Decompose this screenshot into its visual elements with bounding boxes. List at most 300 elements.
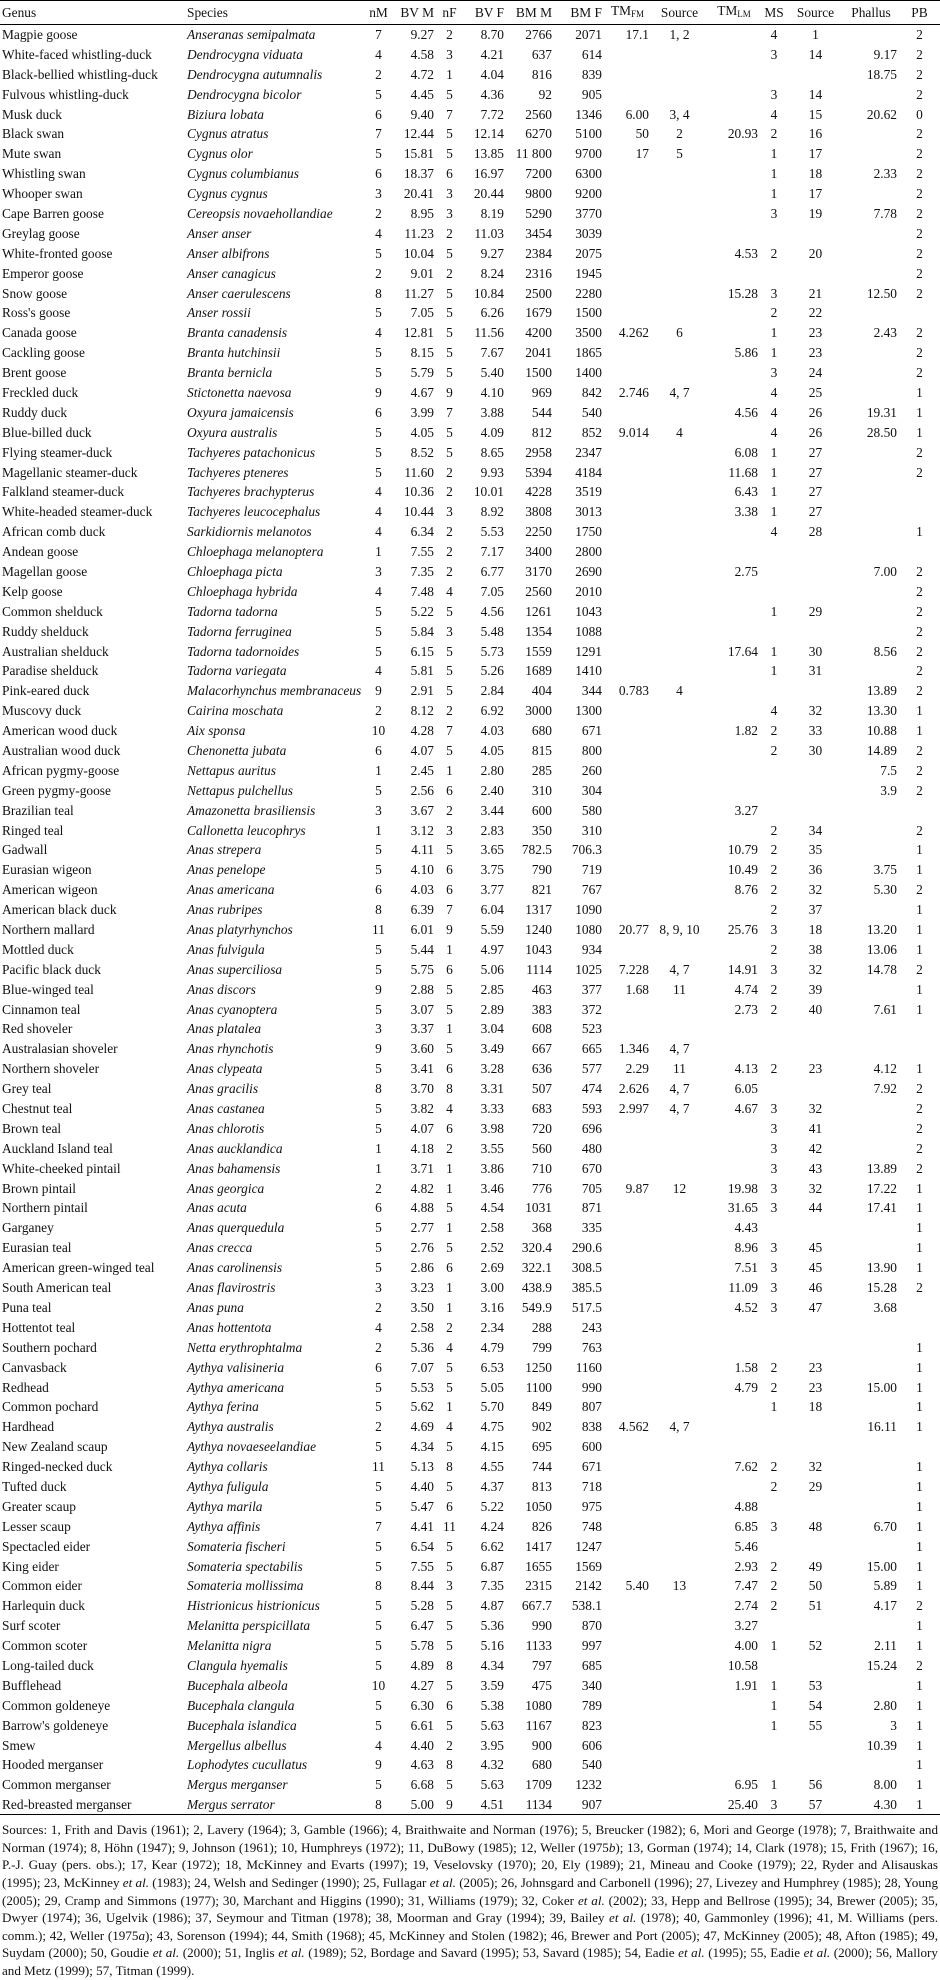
table-row [0,1337,940,1357]
sources-italic-text: et al. [577,1892,605,1908]
cell-species: Oxyura jamaicensis [187,404,294,420]
cell-phallus: 7.92 [873,1081,897,1097]
cell-phallus [843,1218,899,1238]
cell-bvm: 6.01 [410,922,434,938]
cell-genus: African comb duck [2,524,106,540]
cell-ms [760,263,788,283]
cell-src2: 27 [808,464,823,480]
cell-tmlm [708,1417,760,1437]
cell-ms: 2 [770,1478,778,1494]
cell-src1 [651,1258,708,1278]
cell-bmm: 320.4 [521,1240,552,1256]
cell-nm: 5 [375,842,382,858]
cell-nf: 3 [446,46,453,62]
cell-tmlm: 10.49 [727,862,758,878]
cell-phallus [843,800,899,820]
cell-src2: 57 [788,1795,843,1815]
cell-src1 [651,760,708,780]
cell-species: Anas flavirostris [187,1280,276,1296]
cell-species: Oxyura australis [187,424,278,440]
cell-src2: 36 [808,862,823,878]
header-bvm: BV M [394,1,436,25]
cell-tmlm [708,164,760,184]
cell-ms: 4 [770,524,778,540]
cell-src2: 55 [808,1717,823,1733]
cell-tmfm [604,1675,651,1695]
cell-nf: 5 [446,345,453,361]
cell-species: Anas superciliosa [187,961,283,977]
cell-src1: 2 [676,126,683,142]
cell-bvf: 6.87 [480,1558,504,1574]
cell-src2 [788,1337,843,1357]
cell-genus: American wood duck [2,723,118,739]
cell-ms: 2 [770,743,778,758]
cell-nm: 6 [375,1359,382,1375]
table-row [0,900,940,920]
cell-ms: 4 [770,404,778,420]
cell-tmfm [604,1337,651,1357]
cell-bvm: 3.82 [410,1101,434,1117]
cell-bmf: 260 [581,762,602,778]
cell-species: Cygnus columbianus [187,166,299,182]
cell-tmlm: 11.68 [728,464,758,480]
cell-bvm: 3.41 [410,1061,434,1077]
cell-src2: 40 [808,1001,823,1017]
cell-pb: 1 [916,1578,923,1594]
cell-tmlm [708,780,760,800]
cell-tmfm [604,1516,651,1536]
cell-phallus [843,1755,899,1775]
cell-pb [899,482,940,502]
cell-tmfm [604,442,651,462]
cell-nf: 1 [446,1021,453,1037]
cell-bvf: 3.49 [480,1041,504,1057]
cell-genus: Cackling goose [2,345,85,361]
header-ms: MS [760,1,788,25]
table-row [0,959,940,979]
cell-nm: 5 [375,1399,382,1415]
cell-bvm: 6.15 [410,643,434,659]
cell-nm: 6 [375,106,382,122]
cell-bvf: 3.46 [480,1180,504,1196]
cell-nf: 3 [446,623,453,639]
cell-bmf: 2347 [575,444,602,460]
cell-species: Anser rossii [187,305,251,321]
cell-species: Branta canadensis [187,325,288,341]
cell-pb: 2 [916,464,923,480]
cell-bmf: 800 [581,743,602,758]
cell-bmf: 344 [581,683,602,699]
cell-ms [760,1218,788,1238]
cell-bmf: 1400 [575,365,602,381]
cell-phallus: 15.00 [866,1558,897,1574]
cell-phallus: 17.41 [866,1200,897,1216]
cell-bmf: 719 [581,862,602,878]
cell-species: Callonetta leucophrys [187,822,306,838]
cell-pb: 1 [916,1339,923,1355]
cell-tmlm: 4.52 [734,1299,758,1315]
cell-tmlm [708,1118,760,1138]
cell-src2: 18 [808,166,823,182]
cell-bmf: 600 [581,1439,602,1455]
cell-pb: 2 [916,265,923,281]
cell-genus: Ringed-necked duck [2,1459,113,1475]
cell-tmlm: 11.09 [728,1280,758,1296]
cell-pb [899,1298,940,1318]
cell-bmf: 1346 [575,106,602,122]
cell-phallus: 3 [890,1717,897,1733]
cell-src1 [651,1675,708,1695]
cell-bvf: 6.62 [480,1538,504,1554]
cell-genus: Eurasian teal [2,1240,72,1256]
cell-bvm: 7.05 [410,305,434,321]
cell-nm: 5 [375,1001,382,1017]
cell-tmlm: 3.27 [734,802,758,818]
cell-phallus: 4.12 [873,1061,897,1077]
cell-ms: 3 [770,1240,778,1256]
cell-phallus [843,124,899,144]
cell-species: Clangula hyemalis [187,1657,288,1673]
cell-bmf: 842 [581,384,602,400]
cell-bmf: 3013 [575,504,602,520]
cell-pb: 2 [916,186,923,202]
cell-ms: 1 [770,643,778,659]
cell-src2: 25 [808,384,823,400]
cell-bmm: 1100 [525,1379,552,1395]
cell-pb [899,303,940,323]
cell-pb [899,800,940,820]
cell-bvm: 4.11 [411,842,434,858]
cell-phallus [843,243,899,263]
cell-genus: Ringed teal [2,822,64,838]
cell-src1 [651,1715,708,1735]
table-row [0,243,940,263]
sources-text: ); 43, Sorenson (1994); 44, Smith (1968); 45, McKinney and Stolen (1982); 46, Brewer and Port (2005); 47, McKinney (2005); 48, Afton (1985); 49, Suydam (2000); 50, Goudie [2,1927,938,1961]
table-row [0,1298,940,1318]
cell-nm: 4 [375,524,382,540]
cell-ms: 3 [770,1299,778,1315]
cell-bvm: 11.23 [404,225,434,241]
table-row [0,741,940,761]
cell-nf: 7 [446,902,453,918]
cell-bmf: 4184 [575,464,602,480]
sources-text: (1989); 52, Bordage and Savard (1995); 53, Savard (1985); 54, Eadie [304,1945,679,1961]
cell-bvf: 8.92 [480,504,504,520]
cell-genus: American green-winged teal [2,1260,155,1276]
table-row [0,1218,940,1238]
sources-text: (1978); 40, Gammonley (1996); 41, M. Williams (pers. comm.); 42, Weller (1975 [2,1910,938,1943]
cell-genus: Long-tailed duck [2,1657,94,1673]
cell-bmm: 1559 [525,643,552,659]
cell-ms: 1 [770,1677,778,1693]
table-row [0,482,940,502]
cell-genus: Auckland Island teal [2,1140,113,1156]
cell-pb: 1 [916,1538,923,1554]
cell-species: Anas platyrhynchos [187,922,293,938]
cell-bvf: 3.00 [480,1280,504,1296]
cell-tmfm: 5.40 [625,1578,649,1594]
cell-src1 [651,1755,708,1775]
cell-bvf: 3.31 [480,1081,504,1097]
cell-bvm: 4.27 [410,1677,434,1693]
cell-nm: 8 [375,285,382,301]
cell-ms: 2 [770,1459,778,1475]
cell-src2: 44 [808,1200,823,1216]
cell-nf: 9 [446,922,453,938]
cell-src2 [788,800,843,820]
cell-phallus: 8.56 [873,643,897,659]
table-row [0,383,940,403]
cell-tmfm: 50 [635,126,649,142]
cell-src1 [651,800,708,820]
cell-genus: White-headed steamer-duck [2,504,153,520]
cell-ms: 2 [770,1379,778,1395]
cell-nm: 5 [375,424,382,440]
cell-nf: 5 [446,1558,453,1574]
cell-nf: 5 [446,1717,453,1733]
cell-phallus [843,1118,899,1138]
cell-ms: 2 [770,882,778,898]
cell-bmf: 593 [581,1101,602,1117]
cell-bmm: 1500 [525,365,552,381]
cell-species: Bucephala albeola [187,1677,288,1693]
cell-bmf: 540 [581,404,602,420]
header-tmfm: $TM_{FM}$ [604,1,651,25]
cell-bvf: 9.27 [480,245,504,261]
cell-bmm: 812 [531,424,552,440]
cell-bmm: 3808 [525,504,552,520]
cell-bmf: 671 [581,723,602,739]
cell-src1: 8, 9, 10 [659,922,700,938]
cell-bmm: 1354 [525,623,552,639]
cell-src1: 4, 7 [669,961,690,977]
cell-src2: 32 [808,1459,823,1475]
cell-species: Anas strepera [187,842,262,858]
cell-bmm: 463 [531,981,552,997]
cell-ms: 2 [770,902,778,918]
table-row [0,880,940,900]
cell-tmlm [708,741,760,761]
cell-bmm: 683 [531,1101,552,1117]
cell-ms: 1 [770,444,778,460]
cell-pb: 1 [899,1795,940,1815]
cell-tmlm [708,1715,760,1735]
cell-pb: 1 [916,1518,923,1534]
cell-tmfm: 6.00 [625,106,649,122]
cell-bmm: 560 [531,1140,552,1156]
cell-bmf: 763 [581,1339,602,1355]
cell-nf: 5 [446,1638,453,1654]
cell-nm: 5 [375,1061,382,1077]
cell-src1 [651,1397,708,1417]
table-header [0,1,940,25]
cell-species: Anas hottentota [187,1319,272,1335]
cell-src2: 35 [808,842,823,858]
cell-nf: 5 [446,1439,453,1455]
cell-species: Aythya australis [187,1419,274,1435]
cell-nm: 5 [375,1478,382,1494]
cell-src2: 43 [808,1160,823,1176]
cell-pb: 2 [916,563,923,579]
cell-tmfm [604,800,651,820]
cell-bmm: 4228 [525,484,552,500]
cell-bvm: 2.58 [410,1319,434,1335]
cell-tmfm [604,1656,651,1676]
cell-bvf: 6.53 [480,1359,504,1375]
cell-src2: 39 [808,981,823,997]
cell-bmf: 670 [581,1160,602,1176]
cell-pb: 2 [916,245,923,261]
cell-src2 [788,1079,843,1099]
cell-bvm: 4.89 [410,1657,434,1673]
cell-bvf: 7.67 [480,345,504,361]
cell-tmlm [708,422,760,442]
table-row [0,502,940,522]
cell-tmfm [604,581,651,601]
cell-nm: 1 [375,1140,382,1156]
cell-pb: 1 [916,1180,923,1196]
cell-pb: 2 [916,762,923,778]
cell-pb: 2 [916,623,923,639]
cell-tmfm: 2.29 [625,1061,649,1077]
cell-species: Biziura lobata [187,106,265,122]
cell-genus: Whooper swan [2,186,83,202]
table-row [0,1019,940,1039]
cell-nf: 1 [446,941,453,957]
cell-nm: 4 [375,504,382,520]
cell-tmlm: 3.27 [734,1618,758,1634]
cell-species: Anas americana [187,882,275,898]
cell-phallus: 13.30 [866,703,897,719]
table-row [0,402,940,422]
table-row [0,840,940,860]
cell-nm: 5 [375,1558,382,1574]
table-row [0,462,940,482]
cell-bmf: 807 [581,1399,602,1415]
cell-bvf: 4.09 [480,424,504,440]
cell-src2: 23 [808,1359,823,1375]
cell-src2: 52 [808,1638,823,1654]
cell-bmf: 290.6 [571,1240,602,1256]
cell-pb: 1 [916,1399,923,1415]
cell-species: Cygnus olor [187,146,253,162]
cell-tmfm: 20.77 [618,922,649,938]
cell-bvm: 9.27 [410,27,434,43]
cell-bmf: 870 [581,1618,602,1634]
cell-genus: African pygmy-goose [2,762,120,778]
table-row [0,323,940,343]
cell-bmf: 671 [581,1459,602,1475]
cell-src1: 12 [672,1180,687,1196]
cell-bvf: 2.52 [480,1240,504,1256]
cell-tmfm [604,1019,651,1039]
sources-italic-text: a [138,1927,145,1943]
sources-text: (1995); 55, Eadie [704,1945,804,1961]
cell-bmm: 549.9 [521,1299,552,1315]
cell-genus: Brown pintail [2,1180,77,1196]
cell-ms: 4 [770,106,778,122]
cell-src2: 14 [808,86,823,102]
cell-ms [760,1735,788,1755]
cell-bmm: 1134 [506,1795,554,1815]
cell-src2: 54 [808,1697,823,1713]
cell-pb: 2 [916,822,923,838]
cell-src2: 26 [808,424,823,440]
table-row [0,343,940,363]
cell-pb: 1 [916,1220,923,1236]
cell-tmfm [604,1118,651,1138]
cell-species: Chloephaga hybrida [187,583,298,599]
cell-species: Tadorna tadorna [187,603,278,619]
cell-nm: 10 [371,723,386,739]
cell-species: Anseranas semipalmata [187,27,316,43]
cell-bmm: 438.9 [521,1280,552,1296]
cell-src2: 18 [808,922,823,938]
cell-bvm: 6.39 [410,902,434,918]
cell-src2: 30 [808,743,823,758]
table-row [0,1178,940,1198]
cell-nf: 5 [446,663,453,679]
cell-bmm: 3454 [525,225,552,241]
cell-nf: 2 [446,1737,453,1753]
cell-bmf: 304 [581,782,602,798]
table-row [0,1795,940,1815]
cell-bmm: 667 [531,1041,552,1057]
cell-nm: 9 [375,683,382,699]
cell-ms: 3 [770,1200,778,1216]
table-row [0,542,940,562]
cell-bvf: 9.93 [480,464,504,480]
cell-bmm: 288 [531,1319,552,1335]
cell-genus: Garganey [2,1220,54,1236]
cell-bvf: 8.70 [480,27,504,43]
cell-src1 [651,999,708,1019]
cell-bvm: 11.27 [404,285,434,301]
cell-bvf: 6.92 [480,703,504,719]
cell-bvf: 5.59 [480,922,504,938]
cell-tmfm [604,1317,651,1337]
cell-genus: Fulvous whistling-duck [2,86,129,102]
cell-species: Tadorna ferruginea [187,623,292,639]
table-row [0,1496,940,1516]
cell-tmlm [708,1477,760,1497]
cell-pb: 1 [916,524,923,540]
cell-bmf: 580 [581,802,602,818]
cell-nm: 1 [375,1160,382,1176]
cell-bmm: 790 [531,862,552,878]
cell-nm: 3 [375,186,382,202]
table-row [0,681,940,701]
cell-src1 [651,1457,708,1477]
cell-ms [760,621,788,641]
cell-species: Nettapus auritus [187,762,276,778]
cell-bmm: 776 [531,1180,552,1196]
cell-bvm: 3.60 [410,1041,434,1057]
cell-species: Aythya affinis [187,1518,261,1534]
cell-phallus [843,343,899,363]
cell-tmfm: 2.626 [618,1081,649,1097]
cell-src2: 26 [808,404,823,420]
cell-bvf: 4.79 [480,1339,504,1355]
cell-ms [760,223,788,243]
cell-ms: 2 [770,842,778,858]
cell-bmf: 308.5 [571,1260,602,1276]
sources-text: (2000); 56, Mallory and Metz (1999); 57, Titman (1999). [2,1945,938,1978]
cell-src1 [651,701,708,721]
cell-src2 [788,1019,843,1039]
cell-phallus [843,601,899,621]
cell-bmf: 1750 [575,524,602,540]
